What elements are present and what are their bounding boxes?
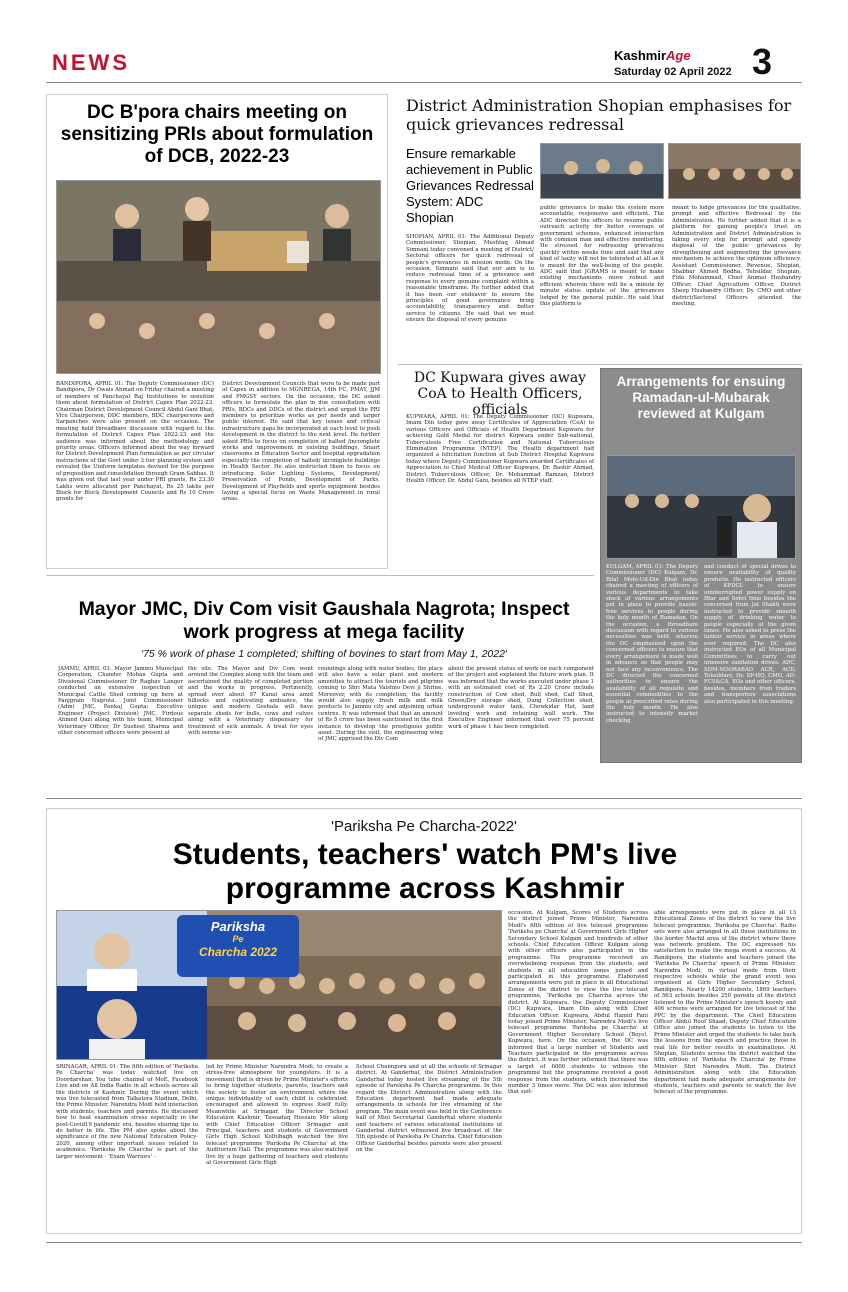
gaushala-body-col4: about the present status of work on each component of the project and explained the future work plan. It was informed that the works executed under phase 1 with an estimated cost of Rs 2.20 Crore include construction of Cow shed, Bull shed, Calf Shed, Green/Dry storage shed, Dung Collection shed, underground water tank, Chowkidar Hut, land leveling work and retaining wall work. The Executive Engineer informed that over 75 percent work of phase 1 has been completed. xyxy=(448,666,594,730)
shopian-photo-1 xyxy=(540,143,664,199)
story-bandipora-headline: DC B'pora chairs meeting on sensitizing PRIs about formulation of DCB, 2022-23 xyxy=(60,102,374,167)
gaushala-bottom-rule xyxy=(46,798,802,799)
shopian-body-col1: SHOPIAN, APRIL 01: The Additional Deputy Commissioner, Shopian, Mushtaq Ahmad Simnani today convened a meeting of District/ Sectoral officers for quick redressal of people's grievances in mission mode. On the occasion, Simnani said that our aim is to reduce redressal time of a grievance and response to every genuine complaint within a reasonable timeframe. He further added that it has been our endeavor to ensure the principles of good governance bring accountability, transparency and better service to citizens. He said that we must ensure the disposal of every genuine xyxy=(406,234,534,324)
story-gaushala-headline: Mayor JMC, Div Com visit Gaushala Nagrota; Inspect work progress at mega facility xyxy=(78,598,570,643)
bandipora-photo-image xyxy=(57,181,381,374)
kulgam-meeting-photo xyxy=(606,455,796,559)
shopian-body-col3: meant to lodge grievances for the qualitative, prompt and effective Redressal by the Administration. He further added that it is a platform for gaining people's trust on Administration and District Administration is taking every step for prompt and speedy disposal of the public grievances by strengthening and augmenting the grievance mechanism to achieve the optimum efficiency. Assistant Commissioner, Revenue, Shopian, Shabbar Ahmed Bodha, Tehsildar, Shopian, Fida Mohammad, Chief Animal Husbandry Officer, Chief Agriculture Officer, District Sheep Husbandry Officer, Dy. CMO and other district/Sectoral Officers attended the meeting. xyxy=(672,205,801,308)
issue-date-month: April 2022 xyxy=(679,66,732,78)
bandipora-body-col2: District Development Councils that were to be made part of Capex in addition to MGNREGA, 14th FC, PMAY, JJM and PMGSY sectors. On the occasion, the DC asked officers to formulate the plan in due consultation with PRIs, BDCs and DDCs of the district and urged the PRI members to prioritize works as per needs and larger public interest. He said that key issues and critical infrastructure gaps be incorporated at each level to push development in the district to the next level. He further asked PRIs to focus on completion of halted /incomplete works and improvement in existing buildings, Smart classrooms in Education Sector and hospital upgradation especially the completion of halted/ incomplete buildings in Health Sector. He also instructed them to focus on introducing Solar Lighting Systems, Development/ Preservation of Ponds, Development of Parks, Development of Playfields and sports equipment besides laying a special focus on Waste Management in rural areas. xyxy=(222,381,380,503)
pariksha-logo-line1: Pariksha xyxy=(210,919,266,934)
masthead-rule xyxy=(46,82,802,83)
shopian-photo-2-image xyxy=(669,144,801,199)
gaushala-body-col2: the site. The Mayor and Div Com went around the Complex along with the team and ascertained the quality of completed portion and the works in progress. Pertinently, spread over about 97 Kanal area amid hillocks and captivating ambiance, the unique and modern Goshala will have separate sheds for bulls, cows and calves along with a Veterinary dispensary for treatment of sick animals. A treat for eyes with serene sur- xyxy=(188,666,313,737)
pariksha-body-col3: School Channpora and at all the schools of Srinagar district. At Ganderbal, the District Administration Ganderbal today hosted live streaming of the 5th episode of Pareksha Pe Charcha programme. In this regard the District Administration along with the Education department had made adequate arrangements in schools for live streaming of the program. The main event was held in the Conference hall of Mini Secretariat Ganderbal where students and teachers of various educational institutions of Ganderbal district witnessed live broadcast of the 5th episode of Pareksha Pe Charcha. Chief Education Officer Ganderbal besides parents were also present on the xyxy=(356,1064,502,1154)
pariksha-body-col4: occasion. At Kulgam, Scores of Students across the district joined Prime Minister, Narendra Modi's fifth edition of live telecast programme 'Pariksha pe Charcha' at Government Girls Higher Secondary School Kulgam and hundreds of other schools. Chief Education Officer Kulgam along with other officers also participated in the programme. The programme received an overwhelming response from the students, and students in all education zones joined and participated in this programme. Elaborated arrangements were put in place in all Educational Zones of the district to view the live telecast programme, 'Pariksha pe Charcha across the district. At Kupwara, the Deputy Commissioner (DC) Kupwara, Imam Din along with Chief Education Officer, Kupwara, Abdul Hamid Fani today joined Prime Minister, Narendra Modi's live telecast programme 'Pariksha pe Charcha' at Government Higher Secondary School (Boys), Kupwara, here. On the occasion, the DC was informed that a large number of Students and Teachers participated in the programme across the district. It was further informed that there was a target of 6000 students to witness the programme but the programme received a good response from the students, which increased the number 3 times more. The DC was also informed that suit- xyxy=(508,910,648,1096)
issue-date-day: Saturday 02 xyxy=(614,66,677,78)
pariksha-logo-line3: Charcha 2022 xyxy=(198,945,278,959)
paper-logo xyxy=(614,48,691,63)
pariksha-logo-line2: Pe xyxy=(232,934,244,944)
gaushala-body-col3: roundings along with water bodies, the place will also have a solar plant and modern amenities to attract the tourists and pilgrims coming to Shri Mata Vaishno Devi ji Shrine. Moreover, with its completion, the facility would also supply fresh milk and milk products to Jammu city and adjoining urban centres. It was informed that that an amount of Rs 5 crore has been sanctioned in the first instance to develop the prestigious public asset. During the visit, the engineering wing of JMC apprised the Div Com xyxy=(318,666,443,743)
shopian-photo-1-image xyxy=(541,144,664,199)
paper-logo-right: Age xyxy=(666,48,691,63)
pariksha-logo xyxy=(177,915,299,977)
page-bottom-rule xyxy=(46,1242,802,1243)
paper-logo-left: Kashmir xyxy=(614,48,667,63)
bandipora-meeting-photo xyxy=(56,180,381,374)
story-shopian-subhead: Ensure remarkable achievement in Public Grievances Redressal System: ADC Shopian xyxy=(406,146,534,225)
gaushala-top-rule xyxy=(46,575,594,576)
story-pariksha-kicker: 'Pariksha Pe Charcha-2022' xyxy=(331,818,517,835)
kulgam-body-col2: and conduct of special drives to ensure availability of quality products. He instructed officers of KPDCL to ensure uninterrupted power supply on Iftar and Sehri time besides the concerned from Jal Shakti were instructed to provide smooth supply of drinking water to people especially at the given times. He also asked to press the tanker service in areas where ever required. The DC also instructed EOs of all Municipal Committees to carry out intensive sanitation drives. ADC, SDM-NOORABAD ACR, ACD, Tehsildars, Dy. SP-HQ, CMO, AD- FCS&CA, EOs and other officers, besides, members from traders and transporters associations also participated in this meeting. xyxy=(704,564,796,705)
kupwara-body: KUPWARA, APRIL 01: The Deputy Commissioner (DC) Kupwara, Imam Din today gave away Certificates of Appreciation (CoA) to various Officers and Officials of Health Department Kupwara for achieving Gold Medal for district Kupwara under Sub-national, Tuberculosis Free Certification and National Tuberculosis Elimination Programme (NTEP). The Health department had organized a felicitation function at Sub District Hospital Kupwara today where Deputy Commissioner Kupwara awarded Certificates of Appreciation to Chief Medical Officer Kupwara, Dr. Bashir Ahmad, District Tuberculosis Officer, Dr. Mohammad Ramzan, District Health Officer, Dr. Abdul Gani, besides all NTEP staff. xyxy=(406,414,594,485)
pariksha-body-col2: led by Prime Minister Narendra Modi, to create a stress-free atmosphere for youngsters. It is a movement that is driven by Prime Minister's efforts to bring together students, parents, teachers and the society to foster an environment where the unique individuality of each child is celebrated, encouraged and allowed to express itself fully. Meanwhile at Srinagar, the Director School Education Kashmir, Tassaduq Hussain Mir along with Chief Education Officer Srinagar and Principal, teachers and students of Government Girls High School Kothibagh watched the live telecast programme 'Pariksha Pe Charcha' at the Auditorium Hall. The programme was also watched live by a huge gathering of teachers and students at Government Girls High xyxy=(206,1064,348,1167)
story-pariksha-headline: Students, teachers' watch PM's live programme across Kashmir xyxy=(172,838,678,905)
issue-date xyxy=(614,66,732,78)
gaushala-body-col1: JAMMU, APRIL 01: Mayor Jammu Municipal Corporation, Chander Mohan Gupta and Divisional Commissioner Dr Raghav Langer conducted an extensive inspection of Municipal Cattle Shed coming up here at Panjgrain Nagrota. Joint Commissioner (Adm) JMC, Pankaj Gupta; Executive Engineer (Project Division) JMC, Firdous Ahmed Qazi along with his team, Municipal Veterinary Officer, Dr Susheel Sharma and other concerned officers were present at xyxy=(58,666,183,737)
shopian-bottom-rule xyxy=(398,364,802,365)
page-number: 3 xyxy=(752,41,773,82)
pariksha-body-col5: able arrangements were put in place in all 13 Educational Zones of the district to view the live telecast programme, 'Pariksha pe Charcha'. Radio sets were also arranged in all those institutions in the border Machil area of the district where there was network problem. The DC expressed his satisfaction to make the mega event a success. At Bandipora, the students and teachers joined the 'Pariksha Pe Charcha' speech of Prime Minister, Narendra Modi, in virtual mode from their respective schools while the grand event was organised at Girls Higher Secondary School, Bandipora. Nearly 14200 students, 1869 teachers of 563 schools besides 250 parents of the district listened to the Prime Minister's speech keenly and 406 screens were arranged for live telecast of the PPC by the department. The Chief Education Officer Abdul Rouf Shaad, Deputy Chief Education Office also joined the students to listen to the Prime Minister and urged the students to take back the lessons from the speech and practice those in real life for better results in examinations. At Shopian, Students across the district watched the fifth edition of 'Pariksha Pe Charcha' by Prime Minister Shri Narendra Modi. The District Administration along with the Education department had made adequate arrangements for students, teachers and parents to watch the live telecast of the programme. xyxy=(654,910,796,1096)
pariksha-body-col1: SRINAGAR, APRIL 01: The fifth edition of 'Pariksha Pe Charcha' was today watched live on Doordarshan, You tube channel of MoE, Facebook Live and on All India Radio in all schools across all the districts of Kashmir. During the event which was live telecasted from Talkatora Stadium, Delhi, the Prime Minister, Narendra Modi held interaction with students, teachers and parents. He discussed how to beat examination stress especially in the post-Covid19 pandemic era, besides sharing tips to do better in life. The PM also spoke about the significance of the new National Education Policy-2020, among other important issues related to academics. 'Pariksha Pe Charcha' is part of the larger movement - 'Exam Warriors' - xyxy=(56,1064,198,1160)
bandipora-body-col1: BANDIPORA, APRIL 01: The Deputy Commissioner (DC) Bandipora, Dr Owais Ahmad on Friday chaired a meeting of members of Panchayat Raj Institutions to sensitize them about formulation of District Capex Plan 2022-23. Chairman District Development Council Abdul Gani Bhat, Vice Chairperson, DDC members, BDC chairpersons and Sarpanches were also present on the occasion. The meeting held threadbare discussion with regard to the formulation of District Capex Plan 2022-23 and the audience was informed about the methodology and priority areas. Officers informed about the way forward for District Development Plan formulation as per circular instructions of the Govt under 3 tier planning system and revealed the Uniform templates devised for the purpose of proposition and consolidation through Gram Sabhas. It was given out that last year under PRI grants, Rs 23.30 Lakhs were allocated per Panchayat, Rs 25 lakhs per Block for Block Development Councils and Rs 10 Crore grants for xyxy=(56,381,214,503)
kulgam-body-col1: KULGAM, APRIL 01: The Deputy Commissioner (DC) Kulgam, Dr. Bilal Mohi-Ud-Din Bhat today chaired a meeting of officers of various departments to take stock of various arrangements put in place to provide hassle-free services to people during the holy month of Ramadan. On the occasion, a threadbare discussion with regard to various necessities was held, wherein the DC emphasized upon the concerned officers to ensure that every arrangement is made well in advance so that people may not face any inconvenience. The DC directed the concerned authorities to ensure the availability of all requisite and essential commodities to the people at prescribed rates during the holy month. He also instructed to intensify market checking xyxy=(606,564,698,724)
story-gaushala-subhead: '75 % work of phase 1 completed; shifting of bovines to start from May 1, 2022' xyxy=(141,648,507,660)
pm-pariksha-banner-photo xyxy=(56,910,502,1060)
section-label: NEWS xyxy=(52,50,130,75)
story-kupwara-headline: DC Kupwara gives away CoA to Health Officers, officials xyxy=(413,370,587,418)
shopian-photo-2 xyxy=(668,143,801,199)
kulgam-photo-image xyxy=(607,456,796,559)
story-shopian-headline: District Administration Shopian emphasises for quick grievances redressal xyxy=(406,96,792,134)
story-kulgam-headline: Arrangements for ensuing Ramadan-ul-Mubarak reviewed at Kulgam xyxy=(616,374,786,421)
shopian-body-col2: public grievance to make the system more accountable, responsive and efficient. The ADC directed the officers to resume public outreach activity for better coverage of government schemes, enhanced interaction with common man and effective monitoring. He stressed for redressing grievances quickly within weeks time and said that any kind of laxity will not be tolerated at all as it is meant for the well-being of the people. ADC said that JGRAMS is meant to make existing mechanisms more robust and efficient wherein there will be a minute by minute status update of the grievances lodged by the general public. He said that this platform is xyxy=(540,205,664,308)
